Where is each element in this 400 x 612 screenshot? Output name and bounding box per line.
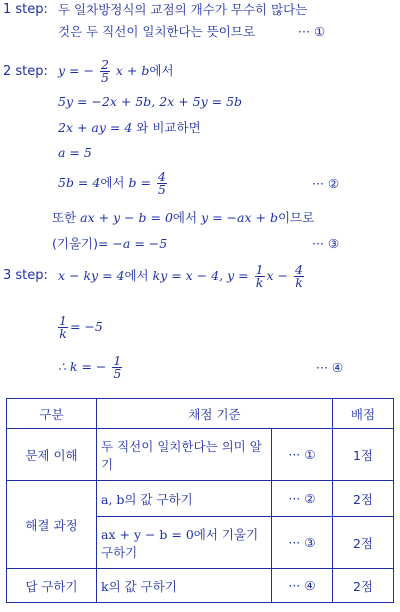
step3-line2 bbox=[56, 310, 103, 344]
equation-text: 2x + ay = 4 bbox=[58, 120, 133, 135]
text: 이므로 bbox=[277, 210, 315, 225]
step2-line4: a = 5 bbox=[58, 145, 92, 160]
grading-table bbox=[6, 398, 394, 603]
row-mark: ··· ④ bbox=[271, 569, 332, 603]
step3-mark4: ··· ④ bbox=[316, 360, 344, 375]
fraction: $\frac{4}{5}$ bbox=[157, 169, 166, 197]
step3-label: 3 step: bbox=[3, 268, 48, 283]
text: 에서 bbox=[172, 210, 198, 225]
equation-text: ky = x − 4, bbox=[152, 268, 224, 283]
equation-text: = −a = −5 bbox=[97, 236, 168, 251]
step2-label: 2 step: bbox=[3, 64, 48, 79]
text: 와 비교하면 bbox=[136, 120, 201, 135]
fraction: $\frac{1}{5}$ bbox=[113, 353, 122, 381]
text: 또한 bbox=[52, 210, 77, 225]
equation-text: y = −ax + b bbox=[201, 210, 278, 225]
row-category: 문제 이해 bbox=[7, 429, 97, 481]
fraction: $\frac{1}{k}$ bbox=[59, 313, 67, 341]
header-criterion: 채점 기준 bbox=[97, 399, 333, 429]
step3-line3 bbox=[58, 350, 124, 384]
step2-line7 bbox=[52, 236, 167, 252]
step2-mark3: ··· ③ bbox=[312, 236, 340, 251]
step1-mark: ··· ① bbox=[298, 24, 326, 39]
step2-line6 bbox=[52, 210, 314, 226]
row-category: 해결 과정 bbox=[7, 481, 97, 569]
step2-line3 bbox=[58, 120, 201, 136]
header-score: 배점 bbox=[332, 399, 393, 429]
equation-text: ∴ k = − bbox=[58, 359, 107, 374]
row-category: 답 구하기 bbox=[7, 569, 97, 603]
text: 에서 bbox=[124, 268, 149, 283]
text: (기울기) bbox=[52, 236, 98, 251]
fraction: $\frac{2}{5}$ bbox=[100, 57, 109, 85]
row-mark: ··· ① bbox=[271, 429, 332, 481]
equation-text: x − ky = 4 bbox=[58, 268, 125, 283]
text: 에서 bbox=[149, 63, 174, 78]
header-category: 구분 bbox=[7, 399, 97, 429]
row-mark: ··· ③ bbox=[271, 517, 332, 569]
table-row bbox=[7, 569, 394, 603]
fraction: $\frac{1}{k}$ bbox=[255, 262, 264, 290]
row-criterion: a, b의 값 구하기 bbox=[97, 481, 272, 517]
equation-text: 5b = 4 bbox=[58, 175, 101, 190]
row-score: 2점 bbox=[332, 569, 393, 603]
equation-text: b = bbox=[128, 175, 151, 190]
equation-text: ax + y − b = 0 bbox=[80, 210, 173, 225]
row-score: 2점 bbox=[332, 517, 393, 569]
step2-line1 bbox=[58, 56, 174, 86]
step3-line1 bbox=[58, 259, 306, 293]
row-criterion: 두 직선이 일치한다는 의미 알기 bbox=[97, 429, 272, 481]
step1-line1: 두 일차방정식의 교점의 개수가 무수히 많다는 bbox=[58, 2, 308, 17]
equation-text: y = bbox=[227, 268, 249, 283]
row-criterion: k의 값 구하기 bbox=[97, 569, 272, 603]
table-row bbox=[7, 481, 394, 517]
step2-line5 bbox=[58, 168, 169, 198]
table-header-row bbox=[7, 399, 394, 429]
step2-line2: 5y = −2x + 5b, 2x + 5y = 5b bbox=[58, 94, 243, 109]
equation-text: x + b bbox=[115, 63, 150, 78]
step2-mark2: ··· ② bbox=[312, 176, 340, 191]
fraction: $\frac{4}{k}$ bbox=[295, 262, 303, 290]
step1-label: 1 step: bbox=[3, 2, 48, 17]
text: 에서 bbox=[100, 175, 125, 190]
equation-text: y = − bbox=[58, 63, 94, 78]
row-score: 1점 bbox=[332, 429, 393, 481]
step1-line2: 것은 두 직선이 일치한다는 뜻이므로 bbox=[58, 24, 256, 39]
row-criterion: ax + y − b = 0에서 기울기 구하기 bbox=[97, 517, 272, 569]
row-mark: ··· ② bbox=[271, 481, 332, 517]
table-row bbox=[7, 429, 394, 481]
equation-text: x − bbox=[266, 268, 289, 283]
row-score: 2점 bbox=[332, 481, 393, 517]
equation-text: = −5 bbox=[69, 319, 103, 334]
